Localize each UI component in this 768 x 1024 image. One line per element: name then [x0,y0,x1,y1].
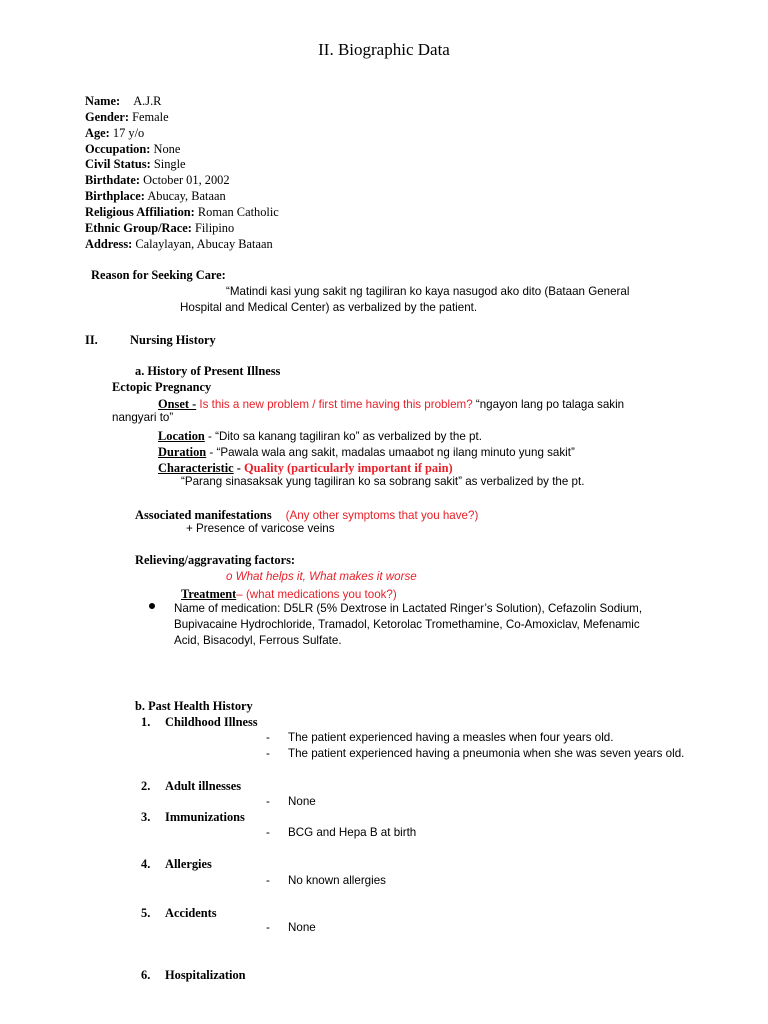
dash: - [266,747,270,760]
item-number: 3. [141,810,151,824]
dash: - [266,795,270,808]
bullet-icon [149,603,155,609]
bio-label: Name: [85,94,121,108]
bio-value: 17 y/o [112,126,145,140]
relieving-heading: Relieving/aggravating factors: [135,553,296,567]
bio-label: Religious Affiliation: [85,205,195,219]
item-label: Adult illnesses [165,779,242,793]
dash: - [266,731,270,744]
associated-label: Associated manifestations [135,508,272,522]
onset-row [158,395,624,413]
bio-label: Ethnic Group/Race: [85,221,192,235]
characteristic-quality: Quality (particularly important if pain) [244,461,453,475]
item-number: 5. [141,906,151,920]
onset-answer-cont: nangyari to” [112,411,174,424]
bio-birthplace-row [85,189,226,205]
item-label: Childhood Illness [165,715,258,729]
condition-heading: Ectopic Pregnancy [112,380,212,394]
bio-birthdate-row [85,173,230,189]
section-heading: Nursing History [130,333,216,347]
characteristic-label: Characteristic [158,461,234,475]
duration-text: - “Pawala wala ang sakit, madalas umaabot ng ilang minuto yung sakit” [206,446,575,459]
past-history-heading: b. Past Health History [135,699,253,713]
reason-heading: Reason for Seeking Care: [91,268,226,282]
dash: - [266,874,270,887]
reason-line-1: “Matindi kasi yung sakit ng tagiliran ko kaya nasugod ako dito (Bataan General [226,285,630,298]
dash: - [266,826,270,839]
item-number: 2. [141,779,151,793]
bio-name-row [85,94,161,110]
section-number: II. [85,333,98,347]
item-number: 4. [141,857,151,871]
bio-gender-row [85,110,169,126]
bio-label: Birthplace: [85,189,145,203]
bio-religion-row [85,205,279,221]
bio-occupation-row [85,142,180,158]
item-label: Immunizations [165,810,245,824]
bio-value: Roman Catholic [197,205,279,219]
item-label: Hospitalization [165,968,246,982]
onset-question: Is this a new problem / first time having this problem? [196,398,473,411]
item-detail: None [288,795,316,808]
document-title: II. Biographic Data [318,40,450,59]
bio-label: Birthdate: [85,173,141,187]
reason-line-2: Hospital and Medical Center) as verbalized by the patient. [180,301,478,314]
item-detail: The patient experienced having a measles when four years old. [288,731,614,744]
treatment-row [181,585,397,603]
item-detail: BCG and Hepa B at birth [288,826,417,839]
bio-value: October 01, 2002 [143,173,230,187]
item-label: Allergies [165,857,212,871]
bio-value: Abucay, Bataan [147,189,226,203]
bio-value: A.J.R [133,94,162,108]
dash: - [266,921,270,934]
bio-value: Filipino [194,221,235,235]
bio-label: Occupation: [85,142,151,156]
medication-line-3: Acid, Bisacodyl, Ferrous Sulfate. [174,634,342,647]
bio-label: Civil Status: [85,157,151,171]
item-number: 6. [141,968,151,982]
bio-label: Address: [85,237,133,251]
item-label: Accidents [165,906,217,920]
bio-civil-status-row [85,157,186,173]
location-text: - “Dito sa kanang tagiliran ko” as verbalized by the pt. [204,430,482,443]
treatment-question: – (what medications you took?) [236,588,397,601]
bio-address-row [85,237,273,253]
associated-answer: + Presence of varicose veins [186,522,335,535]
item-detail: The patient experienced having a pneumonia when she was seven years old. [288,747,685,760]
item-detail: None [288,921,316,934]
associated-question: (Any other symptoms that you have?) [285,509,479,522]
treatment-label: Treatment [181,587,237,601]
present-illness-heading: a. History of Present Illness [135,364,281,378]
bio-age-row [85,126,144,142]
bio-value: Female [132,110,169,124]
bio-value: Single [153,157,186,171]
medication-line-1: Name of medication: D5LR (5% Dextrose in Lactated Ringer’s Solution), Cefazolin Sodium, [174,602,643,615]
onset-label: Onset - [158,397,197,411]
onset-answer: “ngayon lang po talaga sakin [472,398,625,411]
bio-label: Gender: [85,110,130,124]
characteristic-dash: - [233,461,245,475]
bio-ethnic-row [85,221,234,237]
location-label: Location [158,429,205,443]
relieving-question: o What helps it, What makes it worse [226,570,417,583]
item-number: 1. [141,715,151,729]
bio-value: None [153,142,181,156]
medication-line-2: Bupivacaine Hydrochloride, Tramadol, Ketorolac Tromethamine, Co-Amoxiclav, Mefenamic [174,618,640,631]
duration-label: Duration [158,445,207,459]
bio-value: Calaylayan, Abucay Bataan [135,237,273,251]
characteristic-answer: “Parang sinasaksak yung tagiliran ko sa sobrang sakit” as verbalized by the pt. [181,475,585,488]
item-detail: No known allergies [288,874,386,887]
bio-label: Age: [85,126,110,140]
